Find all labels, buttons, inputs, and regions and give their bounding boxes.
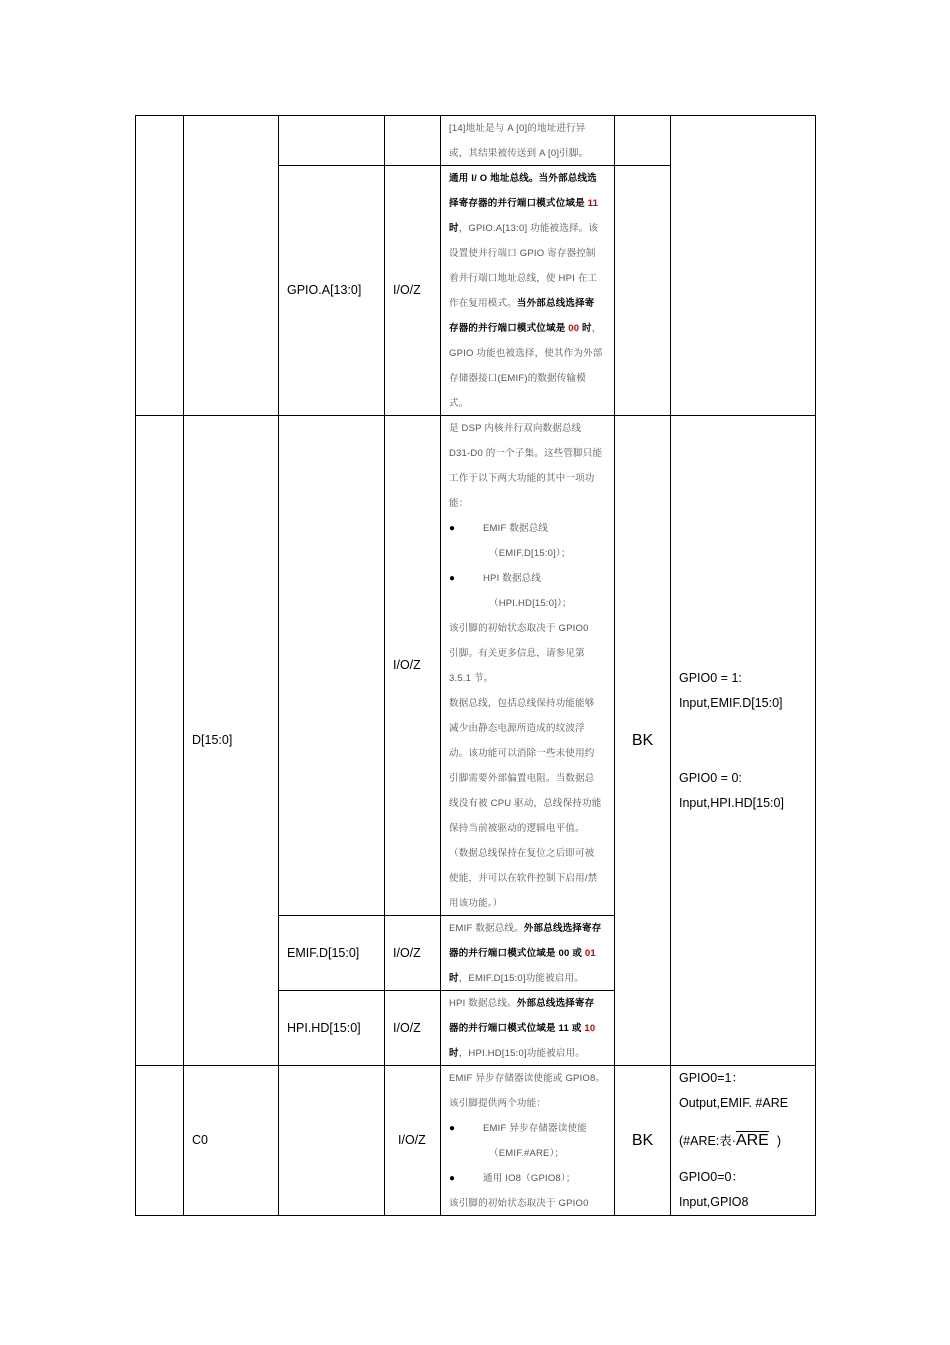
bullet-icon: ● — [449, 1173, 456, 1184]
desc-line: 是 DSP 内核并行双向数据总线 — [449, 423, 582, 434]
bullet-item — [449, 566, 606, 591]
desc-text: HPI 数据总线。 — [449, 998, 517, 1009]
signal-name: GPIO.A[13:0] — [287, 283, 362, 297]
desc-line: 存储器接口(EMIF)的数据传输模 — [449, 373, 586, 384]
pin-name: C0 — [192, 1133, 208, 1147]
io-type: I/O/Z — [393, 658, 421, 672]
desc-line: 该引脚提供两个功能： — [449, 1098, 547, 1109]
desc-bold: 器的并行端口模式位域是 11 或 — [449, 1023, 585, 1034]
desc-line: D31-D0 的一个子集。这些管脚只能 — [449, 448, 603, 459]
desc-line: 用该功能。） — [449, 898, 503, 909]
desc-line: EMIF 异步存储器读使能或 GPIO8。 — [449, 1073, 606, 1084]
mode-value: 11 — [587, 198, 599, 209]
desc-line: 式。 — [449, 398, 469, 409]
desc-line: 或，其结果被传送到 A [0]引脚。 — [449, 148, 589, 159]
desc-text: ， — [591, 323, 602, 334]
desc-bold: 当外部总线选择寄 — [516, 298, 595, 309]
desc-text: ，EMIF.D[15:0]功能被启用。 — [458, 973, 584, 984]
desc-bold: 时 — [449, 973, 459, 984]
desc-bold: 外部总线选择寄存 — [516, 998, 595, 1009]
gpio-line: Output,EMIF. #ARE — [679, 1096, 789, 1110]
desc-bold: 时 — [449, 223, 459, 234]
desc-bold: 存器的并行端口模式位域是 — [449, 323, 569, 334]
gpio-line: GPIO0=0： — [679, 1170, 744, 1184]
gpio-line — [679, 716, 807, 741]
pin-name: D[15:0] — [192, 733, 233, 747]
mode-value: 10 — [584, 1023, 596, 1034]
io-type: I/O/Z — [393, 283, 421, 297]
reset-state: BK — [631, 1132, 654, 1149]
desc-line: 设置使并行端口 GPIO 寄存器控制 — [449, 248, 596, 259]
bullet-text: EMIF 异步存储器读使能 — [483, 1123, 587, 1134]
bullet-sub: （HPI.HD[15:0]）； — [489, 598, 572, 609]
io-type: I/O/Z — [393, 1020, 421, 1035]
desc-line: 引脚。有关更多信息，请参见第 — [449, 648, 585, 659]
desc-line: 该引脚的初始状态取决于 GPIO0 — [449, 1198, 589, 1209]
row3-type — [385, 1066, 440, 1215]
desc-bold: 时 — [449, 1048, 459, 1059]
row2-sub2-type — [385, 991, 440, 1065]
bullet-sub: （EMIF.D[15:0]）； — [489, 548, 571, 559]
desc-text: ，GPIO.A[13:0] 功能被选择。该 — [458, 223, 599, 234]
gpio-line: GPIO0 = 1: — [679, 671, 742, 685]
desc-line: 使能，并可以在软件控制下启用/禁 — [449, 873, 598, 884]
gpio-line: Input,GPIO8 — [679, 1195, 749, 1209]
signal-name: EMIF.D[15:0] — [287, 945, 360, 960]
bullet-item — [449, 1116, 606, 1141]
desc-line: 工作于以下两大功能的其中一项功 — [449, 473, 595, 484]
bullet-text: EMIF 数据总线 — [483, 523, 549, 534]
gpio-line — [679, 741, 807, 766]
bullet-text: 通用 IO8（GPIO8）； — [483, 1173, 576, 1184]
bullet-item — [449, 516, 606, 541]
io-type: I/O/Z — [398, 1133, 426, 1147]
signal-name: HPI.HD[15:0] — [287, 1020, 361, 1035]
desc-line: （数据总线保持在复位之后即可被 — [449, 848, 595, 859]
row2-gpio — [671, 666, 815, 816]
desc-bold: 外部总线选择寄存 — [523, 923, 602, 934]
desc-line: 着并行端口地址总线，使 HPI 在工 — [449, 273, 598, 284]
row1-signal — [279, 166, 384, 415]
bullet-icon: ● — [449, 573, 456, 584]
row1-desc-top — [441, 116, 614, 165]
desc-bold: 通用 I/ O 地址总线。当外部总线选 — [449, 173, 597, 184]
row2-sub1-desc — [441, 916, 614, 990]
desc-line: 能： — [449, 498, 469, 509]
gpio-line: GPIO0 = 0: — [679, 771, 742, 785]
io-type: I/O/Z — [393, 945, 421, 960]
bullet-sub: （EMIF.#ARE）； — [489, 1148, 565, 1159]
row3-pin — [184, 1066, 278, 1215]
bullet-item — [449, 1166, 606, 1191]
reset-state: BK — [631, 732, 654, 749]
desc-bold: 择寄存器的并行端口模式位域是 — [449, 198, 588, 209]
desc-text: 作在复用模式。 — [449, 298, 517, 309]
row2-desc — [441, 416, 614, 915]
row2-sub1-signal — [279, 916, 384, 990]
desc-text: EMIF 数据总线。 — [449, 923, 524, 934]
desc-text: ，HPI.HD[15:0]功能被启用。 — [458, 1048, 585, 1059]
gpio-text: ) — [776, 1134, 782, 1148]
row2-sub2-signal — [279, 991, 384, 1065]
row2-sub1-type — [385, 916, 440, 990]
bullet-text: HPI 数据总线 — [483, 573, 542, 584]
desc-line: [14]地址是与 A [0]的地址进行异 — [449, 123, 586, 134]
desc-line: 减少由静态电源所造成的纹波浮 — [449, 723, 585, 734]
row2-type — [385, 416, 440, 915]
row3-reset — [615, 1066, 670, 1215]
mode-value: 00 — [568, 323, 580, 334]
desc-line: GPIO 功能也被选择，使其作为外部 — [449, 348, 603, 359]
gpio-line — [679, 1116, 807, 1165]
row3-desc — [441, 1066, 614, 1215]
desc-line: 该引脚的初始状态取决于 GPIO0 — [449, 623, 589, 634]
desc-line: 保持当前被驱动的逻辑电平值。 — [449, 823, 585, 834]
row2-sub2-desc — [441, 991, 614, 1065]
row1-type — [385, 166, 440, 415]
desc-bold: 时 — [579, 323, 592, 334]
desc-line: 引脚需要外部偏置电阻。当数据总 — [449, 773, 595, 784]
gpio-text: (#ARE:表· — [679, 1134, 736, 1148]
gpio-line: Input,EMIF.D[15:0] — [679, 696, 783, 710]
desc-line: 线没有被 CPU 驱动，总线保持功能 — [449, 798, 602, 809]
gpio-line: Input,HPI.HD[15:0] — [679, 796, 784, 810]
bullet-icon: ● — [449, 1123, 456, 1134]
desc-line: 数据总线，包括总线保持功能能够 — [449, 698, 595, 709]
bullet-icon: ● — [449, 523, 456, 534]
row1-desc — [441, 166, 614, 415]
row2-reset — [615, 416, 670, 1065]
row2-pin — [184, 416, 278, 1065]
row3-gpio — [671, 1066, 815, 1215]
overline-signal: $\overline{ARE}$ — [735, 1132, 769, 1149]
desc-line: 3.5.1 节。 — [449, 673, 494, 684]
desc-bold: 器的并行端口模式位域是 00 或 — [449, 948, 585, 959]
gpio-line: GPIO0=1： — [679, 1071, 744, 1085]
desc-line: 动。该功能可以消除一些未使用约 — [449, 748, 595, 759]
mode-value: 01 — [584, 948, 596, 959]
